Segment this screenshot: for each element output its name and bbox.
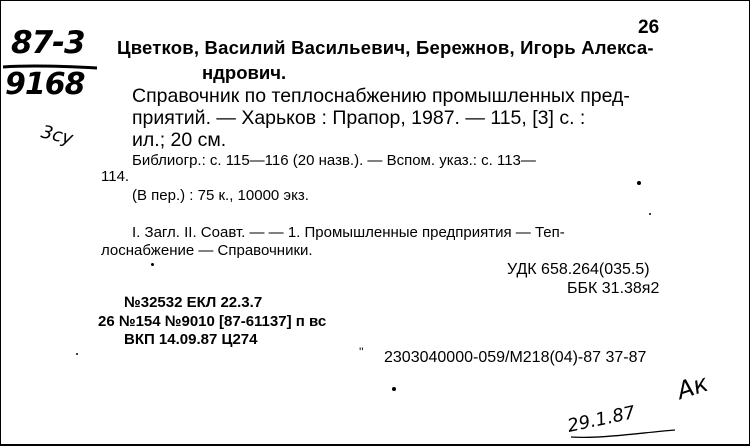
udk-code: УДК 658.264(035.5) [507, 261, 650, 278]
bbk-code: ББК 31.38я2 [567, 280, 660, 297]
card-number: 26 [638, 17, 660, 38]
scan-speck [649, 213, 651, 215]
stat-line-3: ВКП 14.09.87 Ц274 [124, 331, 258, 348]
scan-speck [151, 263, 154, 266]
stat-line-2: 26 №154 №9010 [87-61137] п вс [98, 313, 327, 330]
date-note: 29.1.87 [565, 402, 638, 437]
margin-note: 3cy [38, 121, 76, 150]
index-mark: '' [359, 345, 364, 359]
signature: Ак [673, 368, 712, 406]
notes-line-2: 114. [101, 168, 130, 185]
scan-speck [637, 181, 641, 185]
date-underline [569, 429, 679, 441]
title-line-2: приятий. — Харьков : Прапор, 1987. — 115, [3] с. : [132, 107, 586, 129]
tracing-line-2: лоснабжение — Справочники. [101, 242, 313, 259]
price-line: (В пер.) : 75 к., 10000 экз. [132, 187, 309, 204]
scan-speck [76, 353, 78, 355]
stat-line-1: №32532 ЕКЛ 22.3.7 [124, 294, 263, 311]
index-code: 2303040000-059/М218(04)-87 37-87 [384, 349, 647, 366]
scan-speck [392, 387, 396, 391]
author-line-2: ндрович. [202, 62, 287, 83]
call-number-top: 87-3 [11, 25, 85, 61]
title-line-1: Справочник по теплоснабжению промышленных пред- [132, 85, 630, 107]
tracing-line-1: I. Загл. II. Соавт. — — 1. Промышленные предприятия — Теп- [132, 224, 565, 241]
call-number-bottom: 9168 [5, 67, 85, 102]
title-line-3: ил.; 20 см. [132, 129, 227, 151]
author-line-1: Цветков, Василий Васильевич, Бережнов, Игорь Алекса- [117, 37, 654, 58]
notes-line-1: Библиогр.: с. 115—116 (20 назв.). — Вспом. указ.: с. 113— [132, 152, 536, 169]
